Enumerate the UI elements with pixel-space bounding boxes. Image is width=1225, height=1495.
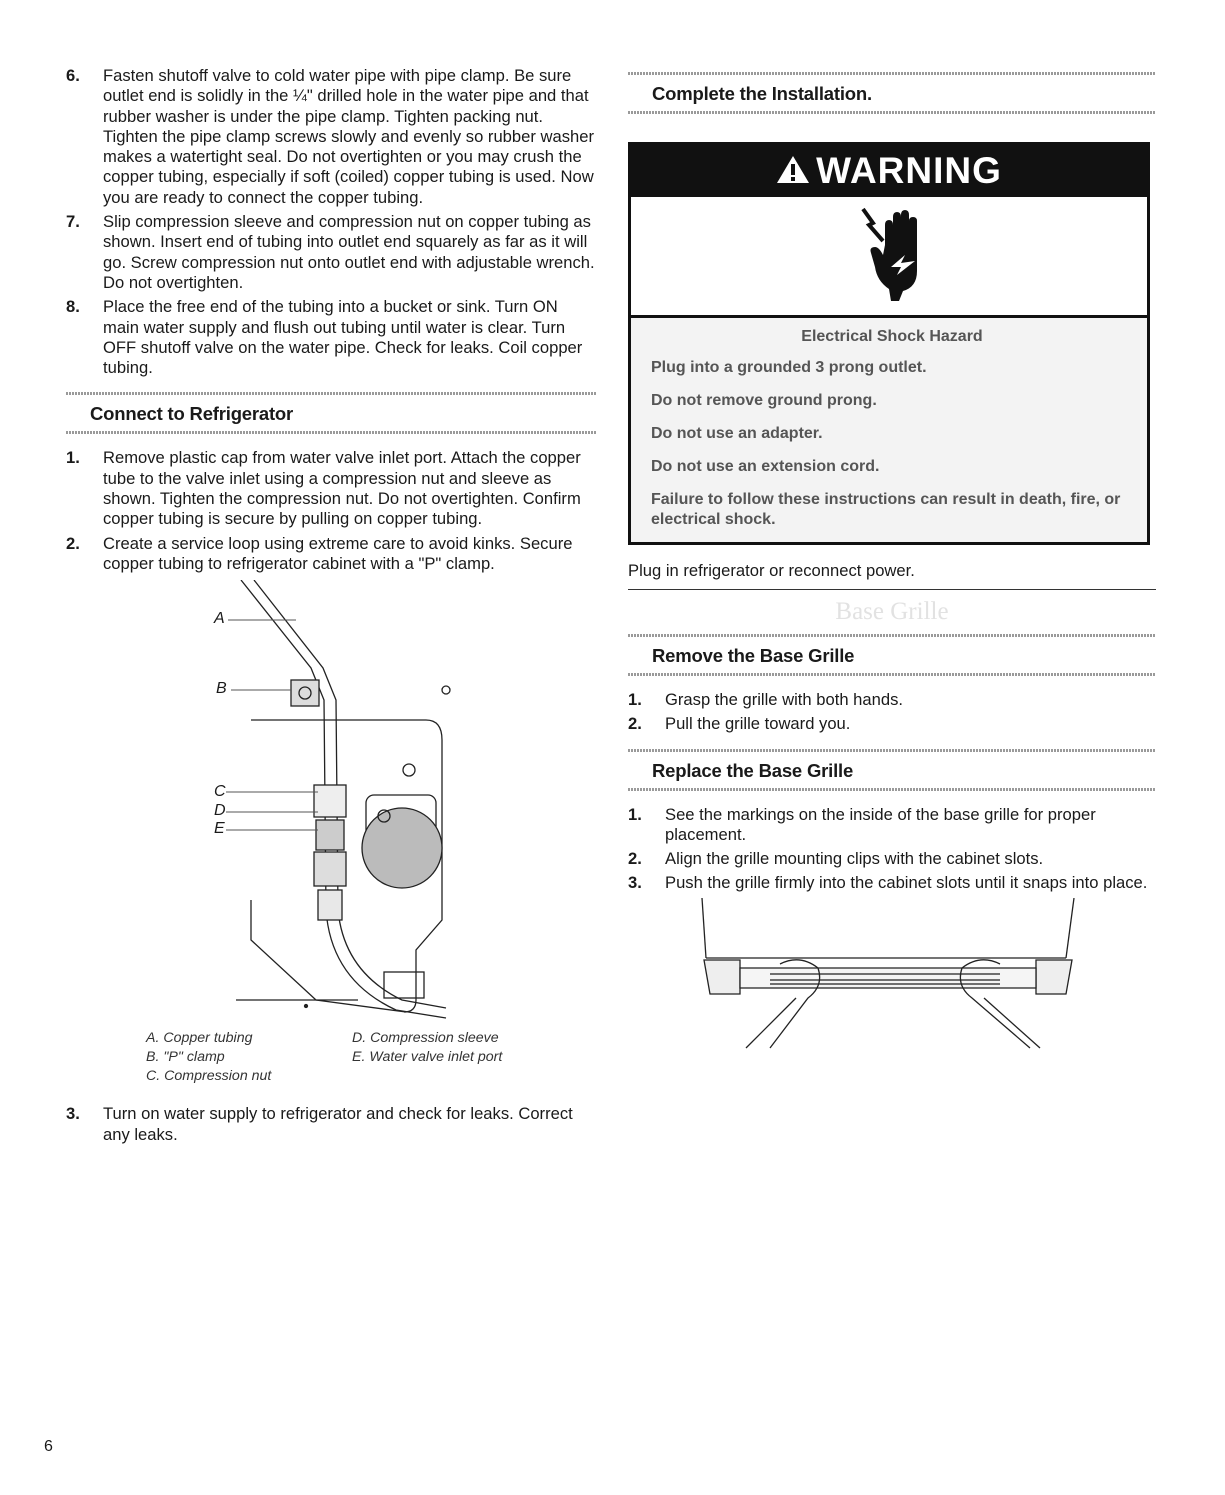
step-number: 1. [628, 804, 642, 824]
remove-section-header [628, 634, 1156, 676]
step-number: 8. [66, 297, 80, 317]
remove-steps [628, 690, 1156, 735]
warning-title: WARNING [816, 150, 1002, 191]
step-text: Align the grille mounting clips with the cabinet slots. [665, 849, 1044, 869]
warning-line: Do not remove ground prong. [651, 392, 877, 409]
step-number: 7. [66, 212, 80, 232]
warning-line: Plug into a grounded 3 prong outlet. [651, 359, 927, 376]
callout-b: B [216, 680, 227, 698]
step-7 [66, 212, 596, 293]
step-number: 1. [628, 690, 642, 709]
callout-d: D [214, 802, 226, 820]
step-number: 2. [628, 849, 642, 869]
step-6 [66, 66, 596, 208]
replace-step-3 [628, 873, 1156, 893]
dotted-rule [66, 431, 596, 434]
step-text: Turn on water supply to refrigerator and check for leaks. Correct any leaks. [103, 1104, 573, 1144]
step-text: Create a service loop using extreme care to avoid kinks. Secure copper tubing to refrigerator cabinet with a "P" clamp. [103, 533, 573, 573]
step-text: Remove plastic cap from water valve inlet port. Attach the copper tube to the valve inlet using a compression nut and sleeve as shown. Tighten the compression nut. Do not overtighten. Confirm copper tubing is secure by pulling on copper tubing. [103, 448, 581, 529]
step-text: Fasten shutoff valve to cold water pipe with pipe clamp. Be sure outlet end is solidly in the ¼" drilled hole in the water pipe and that rubber washer is under the pipe clamp. Tighten packing nut. Tighten the pipe clamp screws slowly and evenly so rubber washer makes a watertight seal. Do not overtighten or you may crush the copper tubing, especially if soft (coiled) copper tubing is used. Now you are ready to connect the copper tubing. [103, 66, 594, 207]
step-text: Slip compression sleeve and compression nut on copper tubing as shown. Insert end of tubing into outlet end squarely as far as it will go. Screw compression nut onto outlet end with adjustable wrench. Do not overtighten. [103, 212, 595, 292]
hazard-title: Electrical Shock Hazard [801, 328, 983, 345]
final-steps [66, 1104, 596, 1145]
connect-step-2 [66, 534, 596, 575]
callout-e: E [214, 820, 225, 838]
step-8 [66, 297, 596, 378]
remove-step-2 [628, 714, 1156, 734]
base-grille-illustration [700, 898, 1120, 1058]
step-number: 2. [66, 533, 80, 553]
warning-line: Do not use an extension cord. [651, 458, 880, 475]
legend-e: E. Water valve inlet port [352, 1049, 503, 1066]
figure-legend [66, 1030, 596, 1090]
replace-heading: Replace the Base Grille [652, 759, 854, 781]
legend-d: D. Compression sleeve [352, 1030, 499, 1047]
water-line-illustration [66, 580, 596, 1030]
base-grille-diagram [700, 898, 1120, 1058]
remove-heading: Remove the Base Grille [652, 645, 855, 666]
warning-line: Do not use an adapter. [651, 425, 823, 442]
replace-step-1 [628, 805, 1156, 846]
callout-c: C [214, 783, 226, 801]
step-text: Pull the grille toward you. [665, 714, 851, 734]
legend-b: B. "P" clamp [146, 1049, 225, 1066]
dotted-rule [628, 673, 1156, 676]
callout-a: A [214, 610, 225, 628]
connect-step-1 [66, 448, 596, 529]
base-grille-title: Base Grille [835, 598, 949, 625]
complete-heading: Complete the Installation. [652, 83, 872, 104]
plug-in-text: Plug in refrigerator or reconnect power. [628, 561, 1156, 590]
replace-steps [628, 805, 1156, 894]
dotted-rule [628, 111, 1156, 114]
connect-steps [66, 448, 596, 574]
warning-body [631, 318, 1147, 542]
connect-section-header [66, 392, 596, 434]
warning-triangle-icon [776, 154, 810, 189]
intro-steps [66, 66, 596, 378]
complete-section-header [628, 72, 1156, 114]
step-text: See the markings on the inside of the base grille for proper placement. [665, 804, 1096, 844]
replace-step-2 [628, 849, 1156, 869]
legend-c: C. Compression nut [146, 1068, 272, 1085]
step-text: Place the free end of the tubing into a bucket or sink. Turn ON main water supply and flush out tubing until water is clear. Turn OFF shutoff valve on the water pipe. Check for leaks. Coil copper tubing. [103, 297, 583, 378]
warning-header [631, 145, 1147, 197]
connect-heading: Connect to Refrigerator [90, 403, 294, 425]
warning-box [628, 142, 1150, 545]
page-number: 6 [44, 1438, 53, 1455]
connect-step-3 [66, 1104, 596, 1145]
step-number: 2. [628, 714, 642, 734]
step-text: Push the grille firmly into the cabinet slots until it snaps into place. [665, 873, 1148, 893]
dotted-rule [628, 788, 1156, 791]
replace-section-header [628, 749, 1156, 791]
left-column [66, 66, 596, 1149]
step-text: Grasp the grille with both hands. [665, 690, 903, 709]
step-number: 6. [66, 66, 80, 85]
legend-a: A. Copper tubing [146, 1030, 253, 1047]
step-number: 3. [628, 873, 642, 893]
warning-icon-area [631, 197, 1147, 318]
electric-shock-hand-icon [859, 205, 929, 305]
step-number: 3. [66, 1104, 80, 1124]
right-column [628, 66, 1156, 1058]
remove-step-1 [628, 690, 1156, 710]
water-line-diagram [66, 580, 596, 1030]
warning-line: Failure to follow these instructions can result in death, fire, or electrical shock. [651, 491, 1121, 528]
step-number: 1. [66, 448, 80, 468]
